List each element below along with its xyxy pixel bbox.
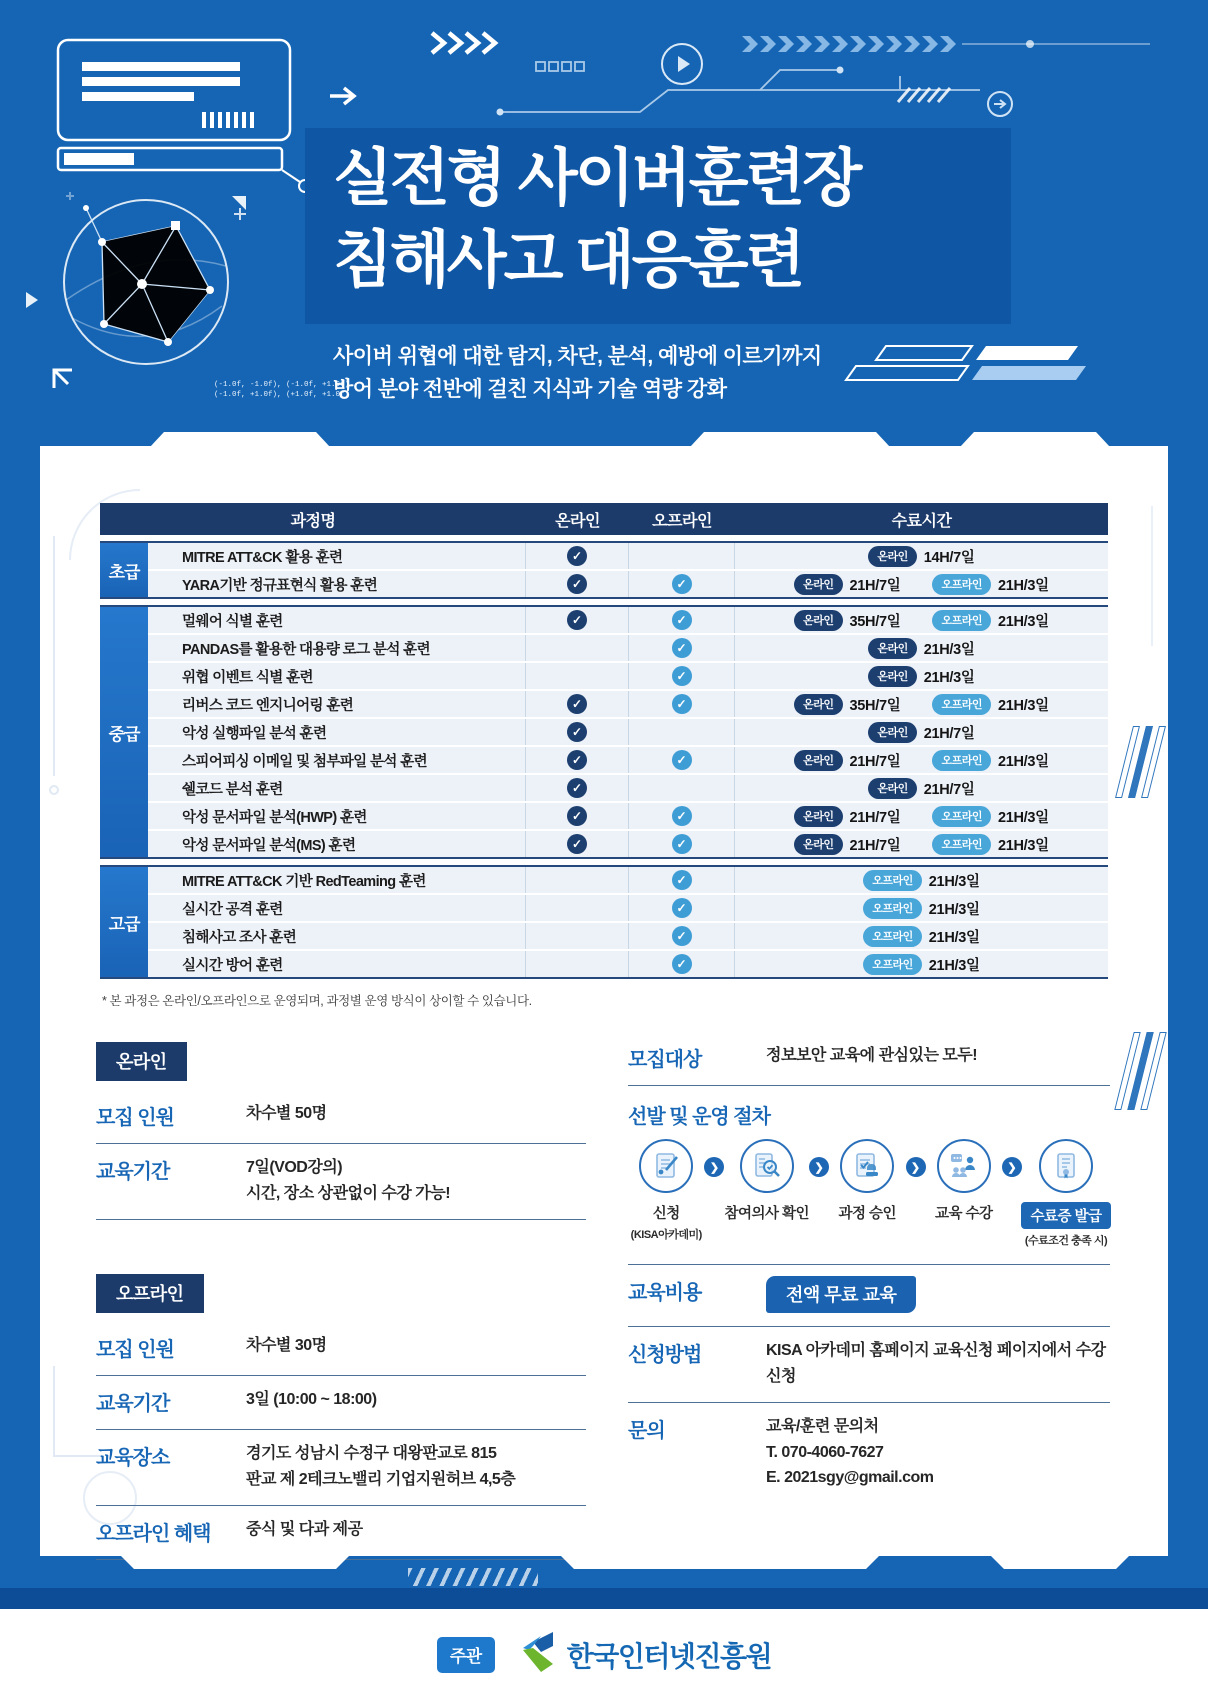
hours-badge-offline: 오프라인: [932, 806, 991, 827]
process-step-sublabel: (수료조건 충족 시): [1024, 1235, 1108, 1247]
hours-badge-online: 온라인: [794, 834, 842, 855]
review-magnifier-icon: [740, 1139, 794, 1193]
hours-badge-online: 온라인: [868, 638, 916, 659]
offline-check-cell: [629, 571, 735, 597]
online-info-row: [96, 1144, 586, 1220]
hours-item: [932, 834, 1048, 855]
table-row: [148, 543, 1108, 571]
online-check-cell: [526, 719, 629, 745]
organizer-name: 한국인터넷진흥원: [566, 1641, 772, 1672]
offline-info-value: [246, 1333, 327, 1362]
content-panel: [40, 446, 1168, 1556]
online-check-cell: [526, 571, 629, 597]
column-header-offline: 오프라인: [652, 512, 712, 530]
hours-value: 21H/3일: [997, 613, 1049, 630]
table-footnote: * 본 과정은 온라인/오프라인으로 운영되며, 과정별 운영 방식이 상이할 수 있습니다.: [102, 994, 532, 1008]
offline-check-cell: [629, 719, 735, 745]
table-row: [148, 691, 1108, 719]
hours-value: 21H/3일: [997, 577, 1049, 594]
hours-cell: [735, 775, 1108, 801]
hours-value: 21H/3일: [923, 669, 975, 686]
process-step-label: 신청: [652, 1206, 680, 1222]
hours-value: 21H/7일: [849, 577, 901, 594]
hours-item: [868, 722, 974, 743]
hours-value: 14H/7일: [923, 549, 975, 566]
hours-value: 35H/7일: [849, 697, 901, 714]
offline-info-value: [246, 1517, 363, 1546]
online-check-cell: [526, 747, 629, 773]
offline-info-value-line: 차수별 30명: [246, 1337, 327, 1354]
hours-item: [932, 750, 1048, 771]
panel-tab-decoration: [560, 1555, 880, 1569]
course-name-cell: PANDAS를 활용한 대용량 로그 분석 훈련: [148, 635, 526, 661]
host-badge: 주관: [437, 1637, 495, 1673]
offline-section-tab: 오프라인: [96, 1274, 204, 1313]
course-name-cell: 악성 실행파일 분석 훈련: [148, 719, 526, 745]
hours-value: 21H/7일: [849, 809, 901, 826]
free-education-badge: 전액 무료 교육: [766, 1276, 916, 1313]
hours-value: 21H/7일: [849, 837, 901, 854]
hours-badge-offline: 오프라인: [863, 926, 922, 947]
level-label: 고급: [100, 867, 148, 977]
stripe-decoration-icon: [846, 346, 1086, 380]
slanted-bars-icon: [1124, 1032, 1157, 1110]
hours-badge-online: 온라인: [868, 722, 916, 743]
panel-tab-decoration: [960, 432, 1110, 447]
online-check-cell: [526, 951, 629, 977]
hours-value: 21H/3일: [928, 957, 980, 974]
process-step: [724, 1139, 809, 1223]
online-check-icon: ✓: [567, 574, 587, 594]
online-info-value: [246, 1155, 450, 1206]
chevron-row-icon: [742, 36, 956, 52]
table-row: [148, 867, 1108, 895]
hours-cell: [735, 867, 1108, 893]
online-check-icon: ✓: [567, 694, 587, 714]
online-info-value-line: 시간, 장소 상관없이 수강 가능!: [246, 1184, 451, 1202]
online-check-icon: ✓: [567, 806, 587, 826]
approval-stamp-icon: [840, 1139, 894, 1193]
process-step: [926, 1139, 1002, 1223]
offline-check-cell: [629, 607, 735, 633]
course-name-cell: MITRE ATT&CK 기반 RedTeaming 훈련: [148, 867, 526, 893]
course-name-cell: 리버스 코드 엔지니어링 훈련: [148, 691, 526, 717]
subtitle-line2: 방어 분야 전반에 걸친 지식과 기술 역량 강화: [333, 377, 727, 401]
online-info-value-line: 차수별 50명: [246, 1105, 327, 1122]
hours-badge-offline: 오프라인: [932, 574, 991, 595]
level-rows: [148, 607, 1108, 857]
table-row: [148, 635, 1108, 663]
hours-badge-offline: 오프라인: [863, 954, 922, 975]
hours-cell: [735, 923, 1108, 949]
table-row: [148, 831, 1108, 857]
recruit-target-label: 모집대상: [628, 1049, 702, 1071]
right-info-column: [628, 1032, 1110, 1504]
hours-item: [868, 778, 974, 799]
offline-info-label: 오프라인 혜택: [96, 1523, 211, 1546]
target-circle-icon: [662, 44, 702, 84]
hours-cell: [735, 895, 1108, 921]
online-check-icon: ✓: [567, 778, 587, 798]
certificate-icon: [1039, 1139, 1093, 1193]
online-check-cell: [526, 895, 629, 921]
hours-badge-online: 온라인: [868, 666, 916, 687]
hours-badge-offline: 오프라인: [932, 834, 991, 855]
wireframe-window-bars: [64, 62, 254, 165]
course-level-group: [100, 541, 1108, 599]
hours-item: [868, 546, 974, 567]
table-row: [148, 571, 1108, 597]
offline-check-icon: ✓: [672, 954, 692, 974]
kisa-logo-icon: [519, 1632, 559, 1678]
hours-item: [932, 574, 1048, 595]
online-check-icon: ✓: [567, 834, 587, 854]
hours-item: [794, 610, 900, 631]
offline-info-row: [96, 1430, 586, 1506]
offline-check-cell: [629, 775, 735, 801]
offline-check-cell: [629, 895, 735, 921]
hours-value: 21H/3일: [928, 929, 980, 946]
hours-badge-offline: 오프라인: [932, 610, 991, 631]
online-info-label: 모집 인원: [96, 1107, 174, 1129]
online-check-cell: [526, 923, 629, 949]
poster-subtitle: [333, 341, 822, 406]
column-header-course: 과정명: [290, 512, 336, 530]
deco-code-line1: (-1.0f, -1.0f), (-1.0f, +1.0f): [214, 381, 350, 389]
process-step-label: 참여의사 확인: [724, 1206, 810, 1222]
hours-cell: [735, 607, 1108, 633]
contact-line: T. 070-4060-7627: [766, 1443, 884, 1461]
hours-badge-online: 온라인: [868, 546, 916, 567]
course-table: [100, 503, 1108, 979]
offline-info-value-line: 3일 (10:00 ~ 18:00): [246, 1391, 377, 1408]
column-header-hours: 수료시간: [891, 512, 952, 530]
hours-badge-online: 온라인: [794, 574, 842, 595]
hatch-decoration: [408, 1568, 538, 1586]
hours-cell: [735, 543, 1108, 569]
table-row: [148, 747, 1108, 775]
offline-check-icon: ✓: [672, 834, 692, 854]
online-check-cell: [526, 663, 629, 689]
hours-value: 21H/3일: [997, 753, 1049, 770]
hours-item: [868, 638, 974, 659]
course-name-cell: 실시간 방어 훈련: [148, 951, 526, 977]
title-panel: [305, 128, 1011, 324]
classroom-icon: [937, 1139, 991, 1193]
column-header-online: 온라인: [555, 512, 600, 530]
slanted-bars-icon: [1124, 726, 1157, 798]
hours-value: 21H/3일: [997, 837, 1049, 854]
offline-check-icon: ✓: [672, 694, 692, 714]
offline-check-cell: [629, 867, 735, 893]
online-check-cell: [526, 867, 629, 893]
offline-info-row: [96, 1506, 586, 1560]
online-check-icon: ✓: [567, 546, 587, 566]
cost-row: [628, 1265, 1110, 1327]
course-name-cell: MITRE ATT&CK 활용 훈련: [148, 543, 526, 569]
offline-check-cell: [629, 831, 735, 857]
corner-arrow-icon: [54, 370, 72, 388]
hours-item: [932, 806, 1048, 827]
course-name-cell: 침해사고 조사 훈련: [148, 923, 526, 949]
offline-check-icon: ✓: [672, 666, 692, 686]
process-step: [628, 1139, 704, 1242]
left-triangle-icon: [26, 292, 38, 308]
hours-item: [794, 834, 900, 855]
table-row: [148, 923, 1108, 951]
recruit-target-row: [628, 1032, 1110, 1086]
table-header-row: [100, 503, 1108, 535]
panel-tab-decoration: [990, 1555, 1130, 1569]
hours-cell: [735, 719, 1108, 745]
offline-info-row: [96, 1322, 586, 1376]
course-name-cell: 쉘코드 분석 훈련: [148, 775, 526, 801]
level-rows: [148, 867, 1108, 977]
online-check-cell: [526, 691, 629, 717]
contact-line: E. 2021sgy@gmail.com: [766, 1469, 934, 1487]
course-name-cell: 악성 문서파일 분석(MS) 훈련: [148, 831, 526, 857]
online-info-value-line: 7일(VOD강의): [246, 1159, 343, 1176]
circuit-trace-lines: [500, 62, 980, 112]
arrow-right-icon: [330, 88, 354, 104]
course-name-cell: YARA기반 정규표현식 활용 훈련: [148, 571, 526, 597]
offline-check-cell: [629, 543, 735, 569]
online-check-icon: ✓: [567, 610, 587, 630]
hours-value: 21H/7일: [923, 781, 975, 798]
certificate-issue-badge: 수료증 발급: [1021, 1202, 1110, 1229]
hours-cell: [735, 635, 1108, 661]
process-arrow-icon: ❯: [1002, 1157, 1022, 1177]
recruit-target-value: 정보보안 교육에 관심있는 모두!: [766, 1047, 978, 1064]
offline-check-icon: ✓: [672, 610, 692, 630]
offline-check-icon: ✓: [672, 638, 692, 658]
circle-arrow-icon: [988, 92, 1012, 116]
hours-item: [868, 666, 974, 687]
offline-check-icon: ✓: [672, 870, 692, 890]
hours-badge-offline: 오프라인: [932, 694, 991, 715]
process-step-label: 교육 수강: [934, 1206, 993, 1222]
hours-cell: [735, 691, 1108, 717]
offline-check-cell: [629, 951, 735, 977]
hours-value: 35H/7일: [849, 613, 901, 630]
offline-check-cell: [629, 747, 735, 773]
hours-badge-online: 온라인: [868, 778, 916, 799]
online-check-cell: [526, 635, 629, 661]
hours-item: [863, 954, 979, 975]
hours-item: [932, 694, 1048, 715]
online-check-cell: [526, 543, 629, 569]
process-arrow-icon: ❯: [809, 1157, 829, 1177]
hours-value: 21H/3일: [997, 697, 1049, 714]
offline-check-icon: ✓: [672, 926, 692, 946]
online-check-cell: [526, 775, 629, 801]
course-name-cell: 스피어피싱 이메일 및 첨부파일 분석 훈련: [148, 747, 526, 773]
online-check-cell: [526, 803, 629, 829]
offline-check-cell: [629, 691, 735, 717]
online-section-rows: [96, 1090, 586, 1220]
process-step-sublabel: (KISA아카데미): [630, 1229, 702, 1241]
hours-badge-offline: 오프라인: [932, 750, 991, 771]
hours-cell: [735, 747, 1108, 773]
process-arrow-icon: ❯: [906, 1157, 926, 1177]
hours-cell: [735, 663, 1108, 689]
process-title: 선발 및 운영 절차: [628, 1106, 770, 1128]
offline-check-icon: ✓: [672, 898, 692, 918]
subtitle-line1: 사이버 위협에 대한 탐지, 차단, 분석, 예방에 이르기까지: [333, 345, 822, 368]
hours-badge-offline: 오프라인: [863, 898, 922, 919]
hours-value: 21H/3일: [928, 901, 980, 918]
hours-cell: [735, 571, 1108, 597]
footer-navy-band: [0, 1588, 1208, 1609]
hours-value: 21H/3일: [997, 809, 1049, 826]
contact-lines: [766, 1414, 933, 1491]
hours-value: 21H/3일: [923, 641, 975, 658]
contact-label: 문의: [628, 1420, 665, 1443]
offline-check-icon: ✓: [672, 806, 692, 826]
course-level-group: [100, 605, 1108, 859]
process-step-label: 과정 승인: [838, 1206, 897, 1222]
online-info-row: [96, 1090, 586, 1144]
hours-badge-offline: 오프라인: [863, 870, 922, 891]
panel-tab-decoration: [120, 1555, 350, 1569]
offline-info-value-line: 판교 제 2테크노밸리 기업지원허브 4,5층: [246, 1470, 516, 1488]
hours-value: 21H/7일: [849, 753, 901, 770]
apply-value: KISA 아카데미 홈페이지 교육신청 페이지에서 수강신청: [766, 1342, 1106, 1385]
table-row: [148, 803, 1108, 831]
online-info-label: 교육기간: [96, 1161, 170, 1183]
offline-check-cell: [629, 923, 735, 949]
online-check-icon: ✓: [567, 750, 587, 770]
apply-row: [628, 1327, 1110, 1403]
panel-tab-decoration: [690, 432, 890, 447]
hours-item: [863, 926, 979, 947]
deco-code-line2: (-1.0f, +1.0f), (+1.0f, +1.0f): [214, 391, 350, 399]
hours-item: [794, 806, 900, 827]
hours-item: [863, 898, 979, 919]
table-row: [148, 719, 1108, 747]
corner-triangle-icon: [232, 196, 246, 210]
poster-title-line2: 침해사고 대응훈련: [333, 225, 803, 295]
application-form-icon: [639, 1139, 693, 1193]
hours-value: 21H/7일: [923, 725, 975, 742]
hours-item: [794, 694, 900, 715]
table-row: [148, 663, 1108, 691]
hours-badge-online: 온라인: [794, 806, 842, 827]
hours-badge-online: 온라인: [794, 750, 842, 771]
table-body: [100, 541, 1108, 979]
organizer-logo: [519, 1632, 771, 1678]
hours-item: [794, 574, 900, 595]
offline-info-value-line: 중식 및 다과 제공: [246, 1521, 363, 1539]
wireframe-window-icon: [58, 40, 290, 170]
table-row: [148, 951, 1108, 977]
offline-info-value-line: 경기도 성남시 수정구 대왕판교로 815: [246, 1445, 497, 1462]
poster-title-line1: 실전형 사이버훈련장: [333, 144, 860, 213]
panel-tab-decoration: [150, 432, 330, 447]
hours-item: [794, 750, 900, 771]
table-row: [148, 607, 1108, 635]
course-name-cell: 위협 이벤트 식별 훈련: [148, 663, 526, 689]
online-info-value: [246, 1101, 327, 1130]
offline-info-label: 교육기간: [96, 1393, 170, 1415]
level-label: 초급: [100, 543, 148, 597]
hours-value: 21H/3일: [928, 873, 980, 890]
offline-check-icon: ✓: [672, 574, 692, 594]
apply-label: 신청방법: [628, 1344, 702, 1366]
online-check-icon: ✓: [567, 722, 587, 742]
offline-check-cell: [629, 803, 735, 829]
cost-label: 교육비용: [628, 1282, 702, 1304]
level-label: 중급: [100, 607, 148, 857]
process-steps: [628, 1139, 1110, 1248]
online-section-tab: 온라인: [96, 1042, 187, 1081]
footer: [0, 1609, 1208, 1701]
offline-check-icon: ✓: [672, 750, 692, 770]
offline-info-label: 모집 인원: [96, 1339, 174, 1361]
hours-cell: [735, 831, 1108, 857]
hours-badge-online: 온라인: [794, 610, 842, 631]
table-row: [148, 895, 1108, 923]
offline-info-value: [246, 1441, 515, 1492]
hours-cell: [735, 951, 1108, 977]
offline-check-cell: [629, 635, 735, 661]
online-check-cell: [526, 607, 629, 633]
chevron-group-icon: [432, 33, 495, 53]
course-name-cell: 실시간 공격 훈련: [148, 895, 526, 921]
hours-badge-online: 온라인: [794, 694, 842, 715]
hours-cell: [735, 803, 1108, 829]
offline-info-row: [96, 1376, 586, 1430]
online-check-cell: [526, 831, 629, 857]
network-sphere-icon: [64, 192, 246, 364]
offline-section-rows: [96, 1322, 586, 1560]
offline-info-label: 교육장소: [96, 1447, 170, 1469]
course-name-cell: 멀웨어 식별 훈련: [148, 607, 526, 633]
process-step: [829, 1139, 905, 1223]
offline-check-cell: [629, 663, 735, 689]
process-step: [1022, 1139, 1110, 1248]
course-name-cell: 악성 문서파일 분석(HWP) 훈련: [148, 803, 526, 829]
offline-info-value: [246, 1387, 377, 1416]
course-level-group: [100, 865, 1108, 979]
level-rows: [148, 543, 1108, 597]
table-row: [148, 775, 1108, 803]
hours-item: [863, 870, 979, 891]
hours-item: [932, 610, 1048, 631]
process-arrow-icon: ❯: [704, 1157, 724, 1177]
contact-row: [628, 1403, 1110, 1504]
contact-line: 교육/훈련 문의처: [766, 1418, 879, 1436]
